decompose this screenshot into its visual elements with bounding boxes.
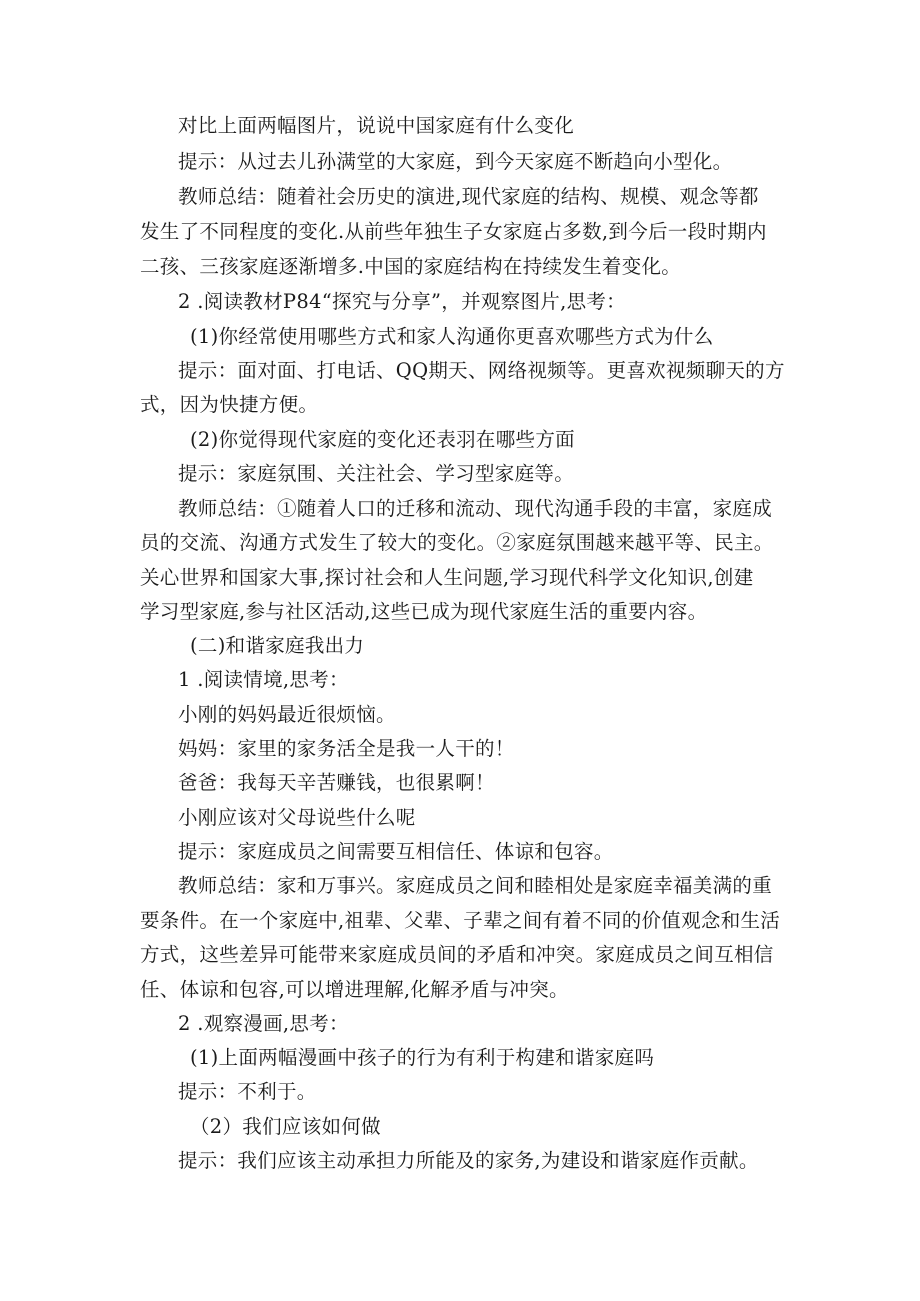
text-line: 小刚的妈妈最近很烦恼。 [178, 703, 396, 726]
section-heading: (二)和谐家庭我出力 [190, 634, 365, 657]
text-line: 教师总结：随着社会历史的演进,现代家庭的结构、规模、观念等都 [178, 185, 759, 208]
text-line: 提示：从过去儿孙满堂的大家庭，到今天家庭不断趋向小型化。 [178, 150, 733, 173]
text-line: 教师总结：家和万事兴。家庭成员之间和睦相处是家庭幸福美满的重 [178, 874, 773, 897]
text-line: 提示：家庭氛围、关注社会、学习型家庭等。 [178, 462, 575, 485]
text-line: 1 .阅读情境,思考： [178, 668, 349, 691]
text-line: (2)你觉得现代家庭的变化还表羽在哪些方面 [190, 428, 575, 451]
text-line: 员的交流、沟通方式发生了较大的变化。②家庭氛围越来越平等、民主。 [140, 531, 774, 554]
text-line: 妈妈：家里的家务活全是我一人干的！ [178, 737, 515, 760]
text-line: 关心世界和国家大事,探讨社会和人生问题,学习现代科学文化知识,创建 [140, 566, 754, 589]
text-line: 对比上面两幅图片，说说中国家庭有什么变化 [178, 114, 575, 137]
text-line: (1)你经常使用哪些方式和家人沟通你更喜欢哪些方式为什么 [190, 325, 714, 348]
text-line: 要条件。在一个家庭中,祖辈、父辈、子辈之间有着不同的价值观念和生活 [140, 909, 781, 932]
text-line: 二孩、三孩家庭逐渐增多.中国的家庭结构在持续发生着变化。 [140, 255, 682, 278]
text-line: 2 .观察漫画,思考： [178, 1012, 349, 1035]
text-line: 教师总结：①随着人口的迁移和流动、现代沟通手段的丰富，家庭成 [178, 497, 773, 520]
text-line: 2 .阅读教材P84“探究与分享”，并观察图片,思考： [178, 290, 626, 313]
text-line: 任、体谅和包容,可以增进理解,化解矛盾与冲突。 [140, 978, 569, 1001]
text-line: 提示：家庭成员之间需要互相信任、体谅和包容。 [178, 840, 614, 863]
text-line: 爸爸：我每天辛苦赚钱，也很累啊！ [178, 771, 495, 794]
text-line: （2）我们应该如何做 [190, 1115, 381, 1138]
text-line: 方式，这些差异可能带来家庭成员间的矛盾和冲突。家庭成员之间互相信 [140, 943, 774, 966]
text-line: 学习型家庭,参与社区活动,这些已成为现代家庭生活的重要内容。 [140, 600, 708, 623]
text-line: 提示：面对面、打电话、QQ期天、网络视频等。更喜欢视频聊天的方 [178, 359, 785, 382]
text-line: 小刚应该对父母说些什么呢 [178, 806, 416, 829]
text-line: (1)上面两幅漫画中孩子的行为有利于构建和谐家庭吗 [190, 1046, 655, 1069]
text-line: 提示：我们应该主动承担力所能及的家务,为建设和谐家庭作贡献。 [178, 1149, 759, 1172]
text-line: 式，因为快捷方便。 [140, 393, 319, 416]
text-line: 发生了不同程度的变化.从前些年独生子女家庭占多数,到今后一段时期内 [140, 220, 767, 243]
text-line: 提示：不利于。 [178, 1080, 317, 1103]
